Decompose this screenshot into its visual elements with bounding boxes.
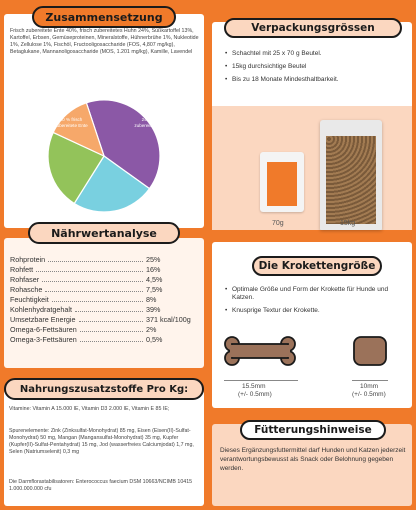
bag-image bbox=[320, 120, 382, 230]
packaging-bullet: • Schachtel mit 25 x 70 g Beutel. bbox=[224, 50, 404, 58]
nutrition-value: 4,5% bbox=[146, 275, 163, 284]
pie-label-chicken: 24 % frisch zubereitetes Huhn bbox=[134, 117, 172, 128]
composition-card bbox=[4, 14, 204, 228]
nutrition-table bbox=[10, 254, 198, 344]
nutrition-value: 25% bbox=[146, 255, 161, 264]
dotted-leader bbox=[75, 311, 143, 312]
nutrition-label: Rohfett bbox=[10, 265, 34, 274]
nutrition-row bbox=[10, 294, 198, 304]
square-kibble-icon bbox=[352, 335, 388, 367]
composition-pie-chart bbox=[4, 94, 204, 214]
nutrition-row bbox=[10, 314, 198, 324]
nutrition-value: 2% bbox=[146, 325, 157, 334]
square-measure-line bbox=[352, 380, 388, 381]
pouch-window-icon bbox=[267, 162, 297, 206]
dotted-leader bbox=[79, 321, 143, 322]
nutrition-label: Omega-3-Fettsäuren bbox=[10, 335, 77, 344]
nutrition-row bbox=[10, 284, 198, 294]
packaging-bullet: • Bis zu 18 Monate Mindesthaltbarkeit. bbox=[224, 76, 404, 84]
packaging-stage bbox=[212, 106, 412, 230]
additives-flora: Die Darmflorastabilisatoren: Enterococcus faecium DSM 10663/NCIMB 10415 1.000.000.000 cfu bbox=[9, 479, 193, 492]
square-size: 10mm bbox=[360, 383, 379, 390]
composition-title: Zusammensetzung bbox=[32, 6, 176, 28]
nutrition-value: 371 kcal/100g bbox=[146, 315, 191, 324]
additives-vitamins: Vitamine: Vitamin A 15.000 IE, Vitamin D3 2.000 IE, Vitamin E 85 IE; bbox=[9, 406, 170, 412]
kibble-list bbox=[224, 286, 404, 320]
pie-label-other: Weitere funktionelle Inhaltsstoffe bbox=[161, 164, 187, 180]
dotted-leader bbox=[36, 271, 143, 272]
pouch-image bbox=[260, 152, 304, 212]
nutrition-row bbox=[10, 304, 198, 314]
nutrition-label: Omega-6-Fettsäuren bbox=[10, 325, 77, 334]
additives-trace-elements: Spurenelemente: Zink (Zinksulfat-Monohydrat) 85 mg, Eisen (Eisen(II)-Sulfat-Monohydrat) 50 mg, Mangan (Mangansulfat-Monohydrat) 35 mg, Kupfer (Kupfer(II)-Sulfat-Pentahydrat) 15 mg, Jod (wasserfreies Calciumjodat) 1,7 mg, Selen (Natriumselenit) 0,3 mg bbox=[9, 428, 194, 455]
packaging-list bbox=[224, 50, 404, 89]
kibble-bullet: • Optimale Größe und Form der Krokette für Hunde und Katzen. bbox=[224, 286, 404, 302]
packaging-bullet: • 15kg durchsichtige Beutel bbox=[224, 63, 404, 71]
bone-kibble-icon bbox=[220, 336, 300, 366]
nutrition-card bbox=[4, 238, 204, 368]
nutrition-value: 7,5% bbox=[146, 285, 163, 294]
nutrition-row bbox=[10, 334, 198, 344]
additives-card bbox=[4, 390, 204, 506]
nutrition-label: Rohfaser bbox=[10, 275, 40, 284]
nutrition-value: 16% bbox=[146, 265, 161, 274]
pie-label-sweet-potato: 13 % Süßkartoffel bbox=[26, 197, 64, 202]
dotted-leader bbox=[80, 331, 143, 332]
dotted-leader bbox=[45, 291, 143, 292]
feeding-text: Dieses Ergänzungsfuttermittel darf Hunden und Katzen jederzeit verantwortungsbewusst als Snack oder Belohnung gegeben werden. bbox=[220, 447, 406, 472]
feeding-title: Fütterungshinweise bbox=[240, 420, 386, 440]
composition-text: Frisch zubereitete Ente 40%, frisch zubereitetes Huhn 24%, Süßkartoffel 13%, Kartoffel, Erbsen, Gemüseproteinen, Mineralstoffe, Hühnerbrühe 1%, Nukleotide 1%, Zellulose 1%, Fischöl, Fructooligosaccharide (FOS, 4,807 mg/kg), Betaglukane, Mannanoligosaccharide (MOS, 1.201 mg/kg), Kamille, Lavendel bbox=[10, 28, 199, 55]
bag-kibble-window-icon bbox=[326, 136, 376, 224]
nutrition-value: 0,5% bbox=[146, 335, 163, 344]
kibble-bullet: • Knusprige Textur der Krokette. bbox=[224, 307, 404, 315]
square-tolerance: (+/- 0.5mm) bbox=[352, 391, 386, 398]
kibble-title: Die Krokettengröße bbox=[252, 256, 382, 276]
nutrition-row bbox=[10, 254, 198, 264]
nutrition-label: Rohasche bbox=[10, 285, 43, 294]
bone-size: 15.5mm bbox=[242, 383, 266, 390]
pouch-label: 70g bbox=[272, 220, 284, 227]
nutrition-title: Nährwertanalyse bbox=[28, 222, 180, 244]
additives-title: Nahrungszusatzstoffe Pro Kg: bbox=[4, 378, 204, 400]
dotted-leader bbox=[80, 341, 143, 342]
nutrition-row bbox=[10, 324, 198, 334]
nutrition-label: Umsetzbare Energie bbox=[10, 315, 76, 324]
packaging-title: Verpackungsgrössen bbox=[224, 18, 402, 38]
pie-label-duck: 40 % frisch zubereitete Ente bbox=[54, 117, 88, 128]
dotted-leader bbox=[48, 261, 143, 262]
nutrition-label: Feuchtigkeit bbox=[10, 295, 49, 304]
bag-label: 15kg bbox=[340, 220, 356, 227]
dotted-leader bbox=[52, 301, 143, 302]
bone-tolerance: (+/- 0.5mm) bbox=[238, 391, 272, 398]
nutrition-value: 39% bbox=[146, 305, 161, 314]
packaging-card bbox=[212, 22, 412, 230]
nutrition-label: Rohprotein bbox=[10, 255, 46, 264]
nutrition-row bbox=[10, 264, 198, 274]
nutrition-row bbox=[10, 274, 198, 284]
nutrition-label: Kohlenhydratgehalt bbox=[10, 305, 72, 314]
bone-measure-line bbox=[224, 380, 298, 381]
dotted-leader bbox=[42, 281, 143, 282]
nutrition-value: 8% bbox=[146, 295, 157, 304]
